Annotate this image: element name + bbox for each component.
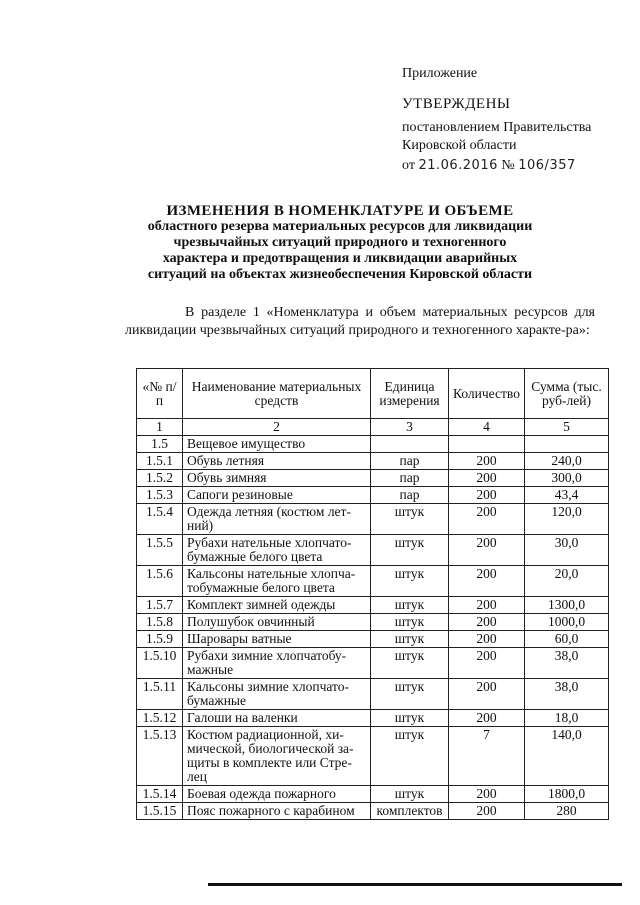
table-header-row bbox=[137, 369, 609, 419]
index-cell: 3 bbox=[371, 419, 449, 436]
table-row bbox=[137, 727, 609, 786]
header-qty: Количество bbox=[449, 369, 525, 419]
row-name: Пояс пожарного с карабином bbox=[183, 803, 371, 820]
table-row bbox=[137, 679, 609, 710]
row-unit: штук bbox=[371, 648, 449, 679]
row-unit: штук bbox=[371, 535, 449, 566]
row-qty: 200 bbox=[449, 487, 525, 504]
row-unit: штук bbox=[371, 566, 449, 597]
intro-paragraph: В разделе 1 «Номенклатура и объем материальных ресурсов для ликвидации чрезвычайных ситуаций природного и техногенного характе-ра»: bbox=[125, 305, 595, 338]
table-row bbox=[137, 566, 609, 597]
number-prefix: № bbox=[501, 158, 515, 173]
index-cell: 5 bbox=[525, 419, 609, 436]
row-name: Полушубок овчинный bbox=[183, 614, 371, 631]
row-qty: 200 bbox=[449, 453, 525, 470]
table-row bbox=[137, 487, 609, 504]
row-num: 1.5.12 bbox=[137, 710, 183, 727]
row-sum: 240,0 bbox=[525, 453, 609, 470]
row-sum: 120,0 bbox=[525, 504, 609, 535]
row-name: Обувь зимняя bbox=[183, 470, 371, 487]
row-qty: 200 bbox=[449, 631, 525, 648]
row-qty: 200 bbox=[449, 535, 525, 566]
row-num: 1.5.4 bbox=[137, 504, 183, 535]
row-sum: 1000,0 bbox=[525, 614, 609, 631]
header-unit: Единица измерения bbox=[371, 369, 449, 419]
table-row bbox=[137, 504, 609, 535]
section-row bbox=[137, 436, 609, 453]
row-unit: штук bbox=[371, 786, 449, 803]
row-qty: 200 bbox=[449, 566, 525, 597]
row-num: 1.5.1 bbox=[137, 453, 183, 470]
title-main: ИЗМЕНЕНИЯ В НОМЕНКЛАТУРЕ И ОБЪЕМЕ bbox=[166, 203, 514, 219]
index-cell: 4 bbox=[449, 419, 525, 436]
table-row bbox=[137, 453, 609, 470]
row-qty: 200 bbox=[449, 679, 525, 710]
table-row bbox=[137, 535, 609, 566]
row-qty: 200 bbox=[449, 597, 525, 614]
row-sum: 43,4 bbox=[525, 487, 609, 504]
row-num: 1.5.7 bbox=[137, 597, 183, 614]
section-num: 1.5 bbox=[137, 436, 183, 453]
table-row bbox=[137, 470, 609, 487]
table-row bbox=[137, 710, 609, 727]
row-name: Кальсоны зимние хлопчато-бумажные bbox=[183, 679, 371, 710]
table-row bbox=[137, 631, 609, 648]
appendix-label: Приложение bbox=[402, 66, 478, 81]
row-sum: 38,0 bbox=[525, 679, 609, 710]
row-unit: штук bbox=[371, 727, 449, 786]
table-row bbox=[137, 648, 609, 679]
row-num: 1.5.15 bbox=[137, 803, 183, 820]
decree-date-line bbox=[402, 158, 576, 174]
header-sum: Сумма (тыс. руб-лей) bbox=[525, 369, 609, 419]
table-row bbox=[137, 614, 609, 631]
row-num: 1.5.5 bbox=[137, 535, 183, 566]
row-name: Комплект зимней одежды bbox=[183, 597, 371, 614]
row-unit: штук bbox=[371, 504, 449, 535]
row-name: Кальсоны нательные хлопча-тобумажные белого цвета bbox=[183, 566, 371, 597]
handwritten-date: 21.06.2016 bbox=[418, 158, 498, 173]
row-qty: 200 bbox=[449, 470, 525, 487]
table-row bbox=[137, 803, 609, 820]
row-sum: 60,0 bbox=[525, 631, 609, 648]
header-num: «№ п/п bbox=[137, 369, 183, 419]
empty-cell bbox=[525, 436, 609, 453]
row-name: Сапоги резиновые bbox=[183, 487, 371, 504]
row-sum: 280 bbox=[525, 803, 609, 820]
row-unit: пар bbox=[371, 487, 449, 504]
row-sum: 18,0 bbox=[525, 710, 609, 727]
title-subtitle: областного резерва материальных ресурсов для ликвидации чрезвычайных ситуаций природного и техногенного характера и предотвращения и ликвидации аварийных ситуаций на объектах жизнеобеспечения Кировской области bbox=[147, 219, 533, 282]
column-index-row bbox=[137, 419, 609, 436]
nomenclature-table bbox=[136, 368, 609, 820]
footer-rule bbox=[208, 883, 622, 886]
document-title bbox=[140, 203, 540, 283]
approved-label: УТВЕРЖДЕНЫ bbox=[402, 96, 511, 112]
row-num: 1.5.9 bbox=[137, 631, 183, 648]
row-sum: 1300,0 bbox=[525, 597, 609, 614]
row-unit: пар bbox=[371, 453, 449, 470]
row-num: 1.5.13 bbox=[137, 727, 183, 786]
row-num: 1.5.14 bbox=[137, 786, 183, 803]
row-name: Обувь летняя bbox=[183, 453, 371, 470]
row-unit: штук bbox=[371, 597, 449, 614]
row-qty: 200 bbox=[449, 648, 525, 679]
row-name: Костюм радиационной, хи-мической, биологической за-щиты в комплекте или Стре-лец bbox=[183, 727, 371, 786]
row-unit: пар bbox=[371, 470, 449, 487]
row-qty: 200 bbox=[449, 504, 525, 535]
row-qty: 7 bbox=[449, 727, 525, 786]
row-unit: штук bbox=[371, 614, 449, 631]
empty-cell bbox=[371, 436, 449, 453]
row-name: Одежда летняя (костюм лет-ний) bbox=[183, 504, 371, 535]
row-name: Рубахи нательные хлопчато-бумажные белого цвета bbox=[183, 535, 371, 566]
section-name: Вещевое имущество bbox=[183, 436, 371, 453]
row-sum: 300,0 bbox=[525, 470, 609, 487]
row-num: 1.5.2 bbox=[137, 470, 183, 487]
row-num: 1.5.8 bbox=[137, 614, 183, 631]
row-sum: 30,0 bbox=[525, 535, 609, 566]
row-num: 1.5.3 bbox=[137, 487, 183, 504]
decree-label: постановлением Правительства bbox=[402, 120, 592, 135]
date-prefix: от bbox=[402, 158, 415, 173]
row-name: Рубахи зимние хлопчатобу-мажные bbox=[183, 648, 371, 679]
index-cell: 1 bbox=[137, 419, 183, 436]
table-row bbox=[137, 597, 609, 614]
row-qty: 200 bbox=[449, 614, 525, 631]
row-qty: 200 bbox=[449, 710, 525, 727]
row-name: Шаровары ватные bbox=[183, 631, 371, 648]
row-sum: 20,0 bbox=[525, 566, 609, 597]
row-sum: 140,0 bbox=[525, 727, 609, 786]
row-unit: штук bbox=[371, 679, 449, 710]
row-qty: 200 bbox=[449, 786, 525, 803]
index-cell: 2 bbox=[183, 419, 371, 436]
row-unit: комплектов bbox=[371, 803, 449, 820]
row-num: 1.5.10 bbox=[137, 648, 183, 679]
handwritten-number: 106/357 bbox=[518, 158, 576, 173]
header-name: Наименование материальных средств bbox=[183, 369, 371, 419]
row-unit: штук bbox=[371, 631, 449, 648]
region-label: Кировской области bbox=[402, 138, 517, 153]
row-sum: 38,0 bbox=[525, 648, 609, 679]
row-qty: 200 bbox=[449, 803, 525, 820]
row-num: 1.5.11 bbox=[137, 679, 183, 710]
empty-cell bbox=[449, 436, 525, 453]
table-row bbox=[137, 786, 609, 803]
row-unit: штук bbox=[371, 710, 449, 727]
row-sum: 1800,0 bbox=[525, 786, 609, 803]
row-num: 1.5.6 bbox=[137, 566, 183, 597]
row-name: Галоши на валенки bbox=[183, 710, 371, 727]
row-name: Боевая одежда пожарного bbox=[183, 786, 371, 803]
